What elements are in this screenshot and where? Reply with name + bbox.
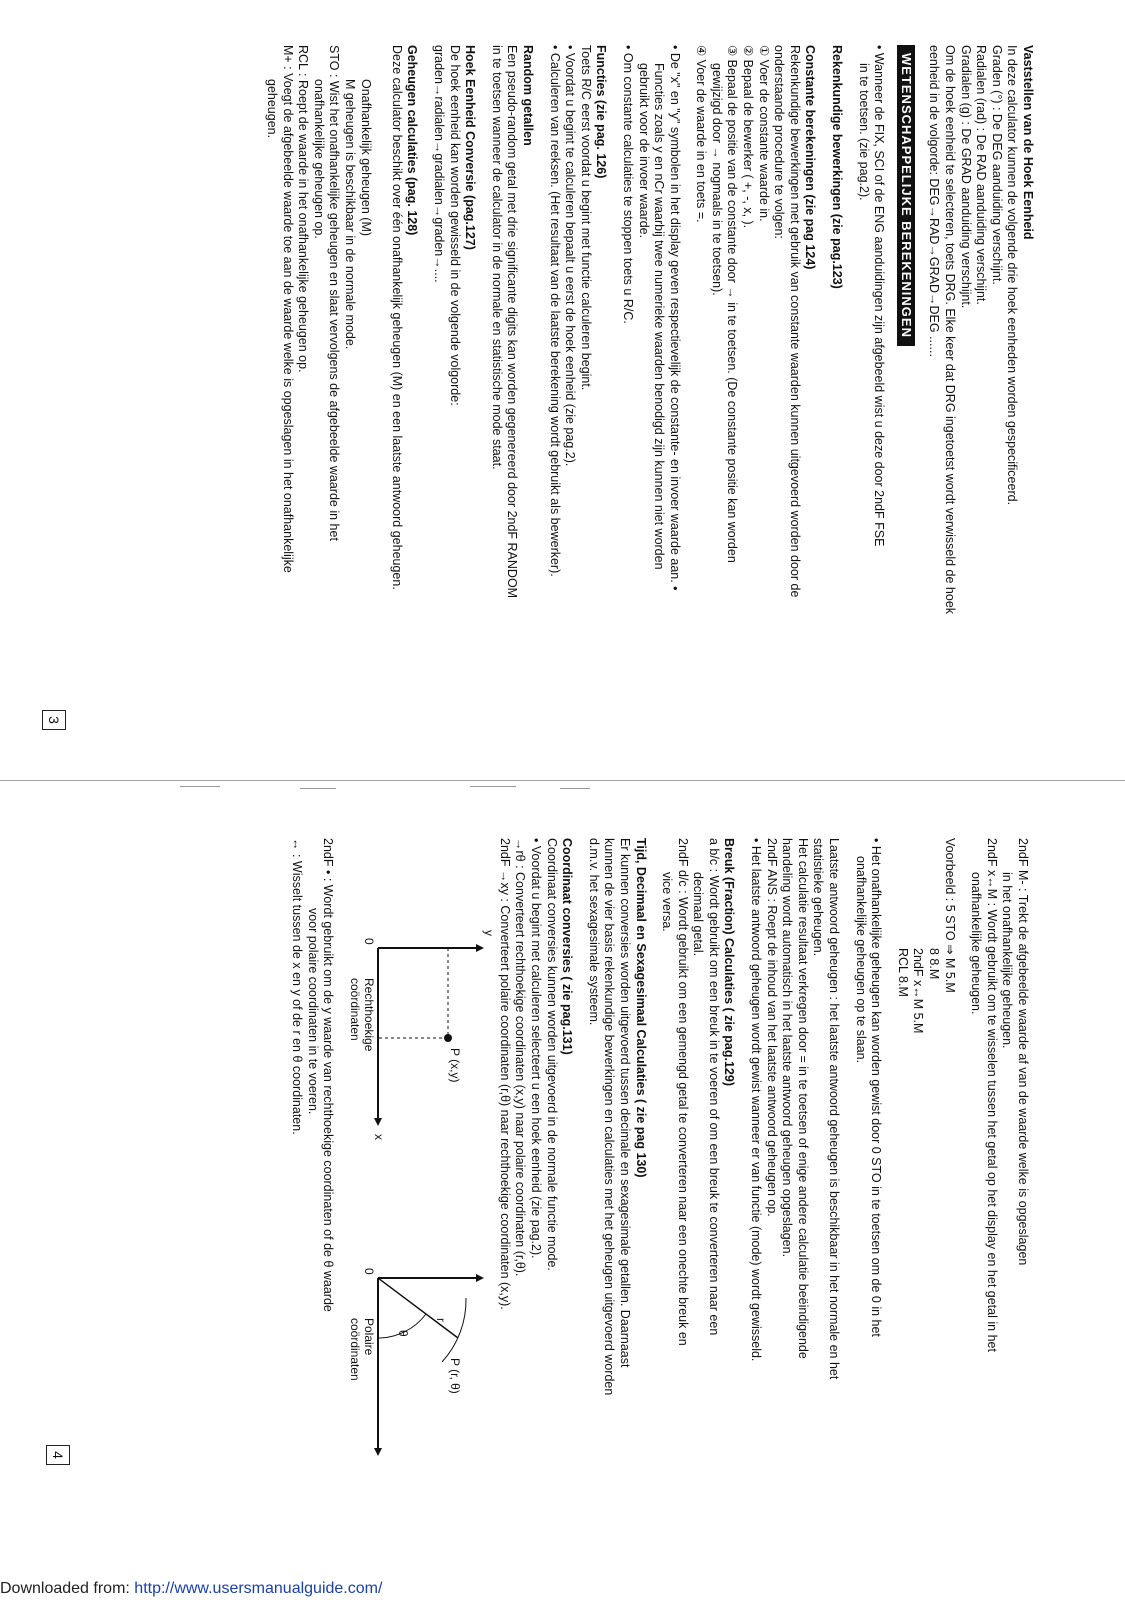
- angle-heading: Vaststellen van de Hoek Eenheid: [1021, 45, 1035, 240]
- text-line: De hoek eenheid kan worden gewisseld in de volgende volgorde:: [447, 45, 462, 406]
- text-line: onafhankelijke geheugen op te slaan.: [853, 856, 868, 1064]
- text-line: Functies zoals y en nCr waarbij twee numerieke waarden benodigd zijn kunnen niet worden: [652, 63, 667, 570]
- text-line: Radialen (rad) : De RAD aanduiding verschijnt.: [974, 45, 989, 305]
- text-line: ↔ : Wisselt tussen de x en y of de r en θ coordinaten.: [290, 838, 304, 1135]
- text-line: in te toetsen. (zie pag.2).: [856, 63, 871, 201]
- download-footer: [0, 1580, 382, 1598]
- point-marker: [444, 1034, 452, 1042]
- example-line: Voorbeeld : 5 STO ⇒ M 5.M: [942, 838, 957, 993]
- text-line: Onafhankelijk geheugen (M): [358, 79, 373, 237]
- rect-caption: coördinaten: [348, 978, 363, 1041]
- page-divider: [0, 780, 1125, 781]
- text-line: gebruikt voor de invoer waarde.: [636, 63, 651, 239]
- polar-point-label: P (r, θ): [448, 1358, 463, 1394]
- text-line: vice versa.: [660, 872, 675, 932]
- r-label: r: [434, 1318, 449, 1322]
- page-number-4: 4: [46, 1445, 70, 1465]
- dash-mark: [300, 788, 336, 789]
- text-line: handeling wordt automatisch in het laatste antwoord geheugen opgeslagen.: [780, 838, 795, 1258]
- text-line: Deze calculator beschikt over één onafhankelijk geheugen (M) en een laatste antwoord geheugen.: [389, 45, 404, 590]
- radius-line: [378, 1278, 458, 1338]
- rect-point-label: P (x,y): [448, 1048, 463, 1083]
- text-line: Gradialen (g) : De GRAD aanduiding verschijnt.: [958, 45, 973, 309]
- text-line: Graden (°) : De DEG aanduiding verschijnt.: [989, 45, 1004, 285]
- tijd-title: Tijd, Decimaal en Sexagesimaal Calculaties ( zie pag 130): [633, 838, 648, 1178]
- rect-diagram: [358, 928, 488, 1128]
- text-line: 2ndF →xy : Converteert polaire coordinaten (r,θ) naar rechthoekige coordinaten (x,y).: [497, 838, 512, 1310]
- text-line: In deze calculator kunnen de volgende drie hoek eenheden worden gespecificeerd.: [1005, 45, 1020, 506]
- text-line: 2ndF x↔M : Wordt gebruikt om te wisselen tussen het getal op het display en het getal in het: [984, 838, 999, 1352]
- text-line: Het calculatie resultaat verkregen door = in te toetsen of enige andere calculatie beëindigende: [795, 838, 810, 1359]
- text-line: eenheid in de volgorde: DEG→RAD→GRAD→DEG ......: [927, 45, 942, 357]
- y-arrow: [476, 944, 484, 952]
- text-line: M geheugen is beschikbaar in de normale mode.: [343, 79, 358, 350]
- geh-title: Geheugen calculaties (pag. 128): [405, 45, 420, 236]
- example-line: 8 8.M: [927, 948, 942, 980]
- polar-caption: Polaire: [362, 1318, 377, 1356]
- text-line: • Het laatste antwoord geheugen wordt gewist wanneer er van functie (mode) wordt gewisseld.: [749, 838, 764, 1362]
- text-line: geheugen.: [265, 79, 280, 139]
- text-line: • Het onafhankelijke geheugen kan worden gewist door 0 STO in te toetsen om de 0 in het: [869, 838, 884, 1337]
- example-line: RCL 8.M: [895, 948, 910, 997]
- text-line: →rθ : Converteert rechthoekige coordinaten (x,y) naar polaire coordinaten (r,θ).: [513, 838, 528, 1277]
- text-line: ① Voer de constante waarde in.: [756, 45, 771, 222]
- page-4: [50, 838, 1030, 1558]
- y-axis-label: y: [482, 930, 497, 936]
- text-line: in te toetsen wanneer de calculator in de normale en statistische mode staat.: [489, 45, 504, 470]
- text-line: a b/c : Wordt gebruikt om een breuk in te voeren of om een breuk te converteren naar een: [706, 838, 721, 1336]
- text-line: graden→radialen→gradialen→graden→....: [432, 45, 446, 283]
- text-line: RCL : Roept de waarde in het onafhankelijke geheugen op.: [296, 45, 311, 373]
- text-line: onafhankelijke geheugen op.: [311, 79, 326, 239]
- text-line: Coordinaat conversies kunnen worden uitgevoerd in de normale functie mode.: [544, 838, 559, 1271]
- text-line: d.m.v. het sexagesimale systeem.: [586, 838, 601, 1026]
- text-line: Rekenkundige bewerkingen met gebruik van constante waarden kunnen uitgevoerd worden door de: [787, 45, 802, 598]
- text-line: ③ Bepaal de positie van de constante door → in te toetsen. (De constante positie kan worden: [725, 45, 740, 563]
- text-line: • Voordat u begint te calculeren bepaalt u eerst de hoek eenheid (zie pag.2).: [563, 45, 578, 467]
- page-3: [55, 45, 1035, 725]
- text-line: 2ndF ANS : Roept de inhoud van het laatste antwoord geheugen op.: [764, 838, 779, 1217]
- coord-title: Coordinaat conversies ( zie pag.131): [560, 838, 575, 1055]
- rek-title: Rekenkundige bewerkingen (zie pag.123): [830, 45, 845, 289]
- text-line: • De "x" en "y" symbolen in het display geven respectievelijk de constante- en invoer waarde aan. •: [667, 45, 682, 591]
- text-line: STO : Wist het onafhankelijke geheugen en slaat vervolgens de afgebeelde waarde in het: [327, 45, 342, 541]
- text-line: 2ndF M- : Trekt de afgebeelde waarde af van de waarde welke is opgeslagen: [1016, 838, 1030, 1266]
- text-line: voor polaire coordinaten in te voeren.: [305, 908, 320, 1115]
- const-title: Constante berekeningen (zie pag 124): [803, 45, 818, 270]
- text-line: Een pseudo-random getal met drie significante digits kan worden gegenereerd door 2ndF RANDOM: [505, 45, 520, 599]
- text-line: gewijzigd door → nogmaals in te toetsen).: [709, 63, 724, 296]
- footer-prefix: Downloaded from:: [0, 1580, 135, 1597]
- text-line: [373, 45, 389, 725]
- origin-label: 0: [362, 1268, 377, 1275]
- text-line: • Om constante calculaties te stoppen toets u R/C.: [620, 45, 635, 324]
- section-title: WETENSCHAPPELIJKE BEREKENINGEN: [897, 45, 915, 346]
- polar-caption: coördinaten: [348, 1318, 363, 1381]
- dash-mark: [180, 786, 220, 787]
- coordinate-diagrams: [346, 838, 496, 1558]
- text-line: onafhankelijke geheugen.: [969, 872, 984, 1015]
- text-line: 2ndF d/c : Wordt gebruikt om een gemengd getal te converteren naar een onechte breuk en: [675, 838, 690, 1346]
- text-line: • Wanneer de FIX, SCI of de ENG aanduidingen zijn afgebeeld wist u deze door 2ndF FSE: [872, 45, 887, 547]
- text-line: in het onafhankelijke geheugen.: [1000, 872, 1015, 1049]
- text-line: 2ndF • : Wordt gebruikt om de y waarde van rechthoekige coordinaten of de θ waarde: [321, 838, 336, 1312]
- x-arrow: [374, 1118, 382, 1126]
- page-number-3: 3: [42, 710, 66, 730]
- text-line: Om de hoek eenheid te selecteren, toets DRG. Elke keer dat DRG ingetoetst wordt verwisseld de hoek: [943, 45, 958, 615]
- text-line: onderstaande procedure te volgen:: [772, 45, 787, 239]
- y-arrow: [476, 1274, 484, 1282]
- text-line: ④ Voer de waarde in en toets =.: [694, 45, 709, 223]
- footer-link[interactable]: http://www.usersmanualguide.com/: [134, 1580, 383, 1597]
- text-line: • Calculeren van reeksen. (Het resultaat van de laatste berekening wordt gebruikt als bewerker).: [547, 45, 562, 577]
- text-line: • Voordat u begint met calculeren selecteert u een hoek eenheid (zie pag.2).: [528, 838, 543, 1259]
- rect-caption: Rechthoekige: [362, 978, 377, 1052]
- text-line: ② Bepaal de bewerker ( +, -, x, ).: [741, 45, 756, 229]
- random-title: Random getallen: [520, 45, 535, 146]
- hoek-title: Hoek Eenheid Conversie (pag.127): [463, 45, 478, 250]
- polar-diagram: [358, 1258, 488, 1458]
- theta-label: θ: [396, 1330, 411, 1337]
- breuk-title: Breuk (Fraction) Calculaties ( zie pag.129): [722, 838, 737, 1086]
- text-line: kunnen de vier basis rekenkundige bewerkingen en calculaties met het geheugen uitgevoerd worden: [602, 838, 617, 1396]
- text-line: M+ : Voegt de afgebeelde waarde toe aan de waarde welke is opgeslagen in het onafhankelijke: [280, 45, 295, 573]
- dash-mark: [560, 788, 590, 789]
- text-line: statistieke geheugen.: [811, 838, 826, 957]
- text-line: decimaal getal.: [691, 872, 706, 957]
- r-arc: [442, 1298, 466, 1362]
- x-arrow: [374, 1448, 382, 1456]
- dash-mark: [470, 786, 516, 787]
- x-axis-label: x: [372, 1134, 387, 1140]
- func-title: Functies (zie pag. 126): [594, 45, 609, 179]
- text-line: Laatste antwoord geheugen : het laatste antwoord geheugen is beschikbaar in het normale en het: [827, 838, 842, 1380]
- text-line: Er kunnen conversies worden uitgevoerd tussen decimale en sexagesimale getallen. Daarnaast: [617, 838, 632, 1368]
- text-line: Toets R/C eerst voordat u begint met functie calculeren begint.: [578, 45, 593, 391]
- origin-label: 0: [362, 938, 377, 945]
- example-line: 2ndF x↔M 5.M: [911, 948, 926, 1034]
